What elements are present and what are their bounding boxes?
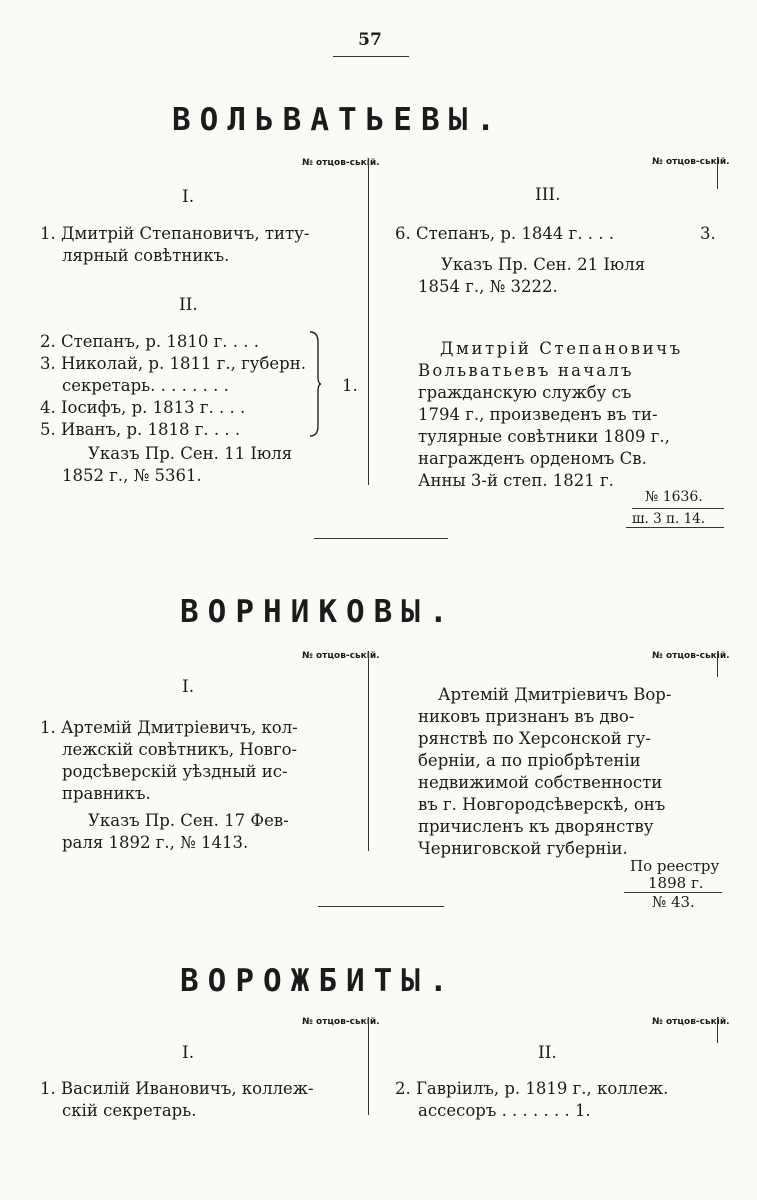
person-line: 2. Гавріилъ, р. 1819 г., коллеж. (395, 1079, 669, 1098)
biography-line: Черниговской губерніи. (418, 839, 628, 858)
decree-line: Указъ Пр. Сен. 21 Іюля (441, 255, 646, 274)
person-line: 2. Степанъ, р. 1810 г. . . . (40, 332, 259, 351)
otets-number: 1. (342, 376, 358, 395)
otets-column-label: № отцов-ській. (652, 157, 730, 167)
generation-roman: I. (182, 1043, 195, 1063)
registry-reference: № 43. (652, 893, 695, 911)
otets-column-label: № отцов-ській. (652, 651, 730, 661)
decree-line: Указъ Пр. Сен. 17 Фев- (88, 811, 289, 830)
person-line: 1. Дмитрій Степановичъ, титу- (40, 224, 310, 243)
person-line: правникъ. (62, 784, 151, 803)
decree-line: 1854 г., № 3222. (418, 277, 558, 296)
person-line: лярный совѣтникъ. (62, 246, 230, 265)
otets-column-label: № отцов-ській. (652, 1017, 730, 1027)
section-separator (314, 538, 448, 539)
family-title-volvatevy: ВОЛЬВАТЬЕВЫ. (172, 102, 504, 138)
generation-roman: I. (182, 677, 195, 697)
generation-roman: II. (179, 295, 198, 315)
decree-line: Указъ Пр. Сен. 11 Іюля (88, 444, 293, 463)
decree-line: раля 1892 г., № 1413. (62, 833, 249, 852)
otets-column-label: № отцов-ській. (302, 1017, 380, 1027)
person-line: секретарь. . . . . . . . (62, 376, 229, 395)
decree-line: 1852 г., № 5361. (62, 466, 202, 485)
biography-line: 1794 г., произведенъ въ ти- (418, 405, 658, 424)
family-title-vorozhbity: ВОРОЖБИТЫ. (180, 963, 457, 999)
reference-rule (632, 508, 724, 509)
otets-number: 3. (700, 224, 716, 243)
person-line: родсѣверскій уѣздный ис- (62, 762, 288, 781)
biography-line: недвижимой собственности (418, 773, 663, 792)
biography-line: рянствѣ по Херсонской гу- (418, 729, 651, 748)
generation-roman: I. (182, 187, 195, 207)
column-divider (368, 1017, 369, 1115)
reference-rule (626, 527, 724, 528)
person-line: 4. Іосифъ, р. 1813 г. . . . (40, 398, 246, 417)
otets-column-rule (717, 651, 718, 677)
biography-line: гражданскую службу съ (418, 383, 632, 402)
biography-line: никовъ признанъ въ дво- (418, 707, 635, 726)
family-title-vornikovy: ВОРНИКОВЫ. (180, 594, 457, 630)
person-line: 5. Иванъ, р. 1818 г. . . . (40, 420, 241, 439)
generation-roman: III. (535, 185, 561, 205)
registry-reference: По реестру (630, 857, 720, 875)
otets-column-label: № отцов-ській. (302, 158, 380, 168)
biography-line: Дмитрій Степановичъ (440, 339, 683, 358)
otets-column-label: № отцов-ській. (302, 651, 380, 661)
person-line: 6. Степанъ, р. 1844 г. . . . (395, 224, 614, 243)
archive-reference: ш. 3 п. 14. (632, 511, 706, 527)
biography-line: Анны 3-й степ. 1821 г. (418, 471, 614, 490)
archive-reference: № 1636. (645, 489, 703, 505)
biography-line: Артемій Дмитріевичъ Вор- (438, 685, 672, 704)
page-number-rule (333, 56, 409, 57)
person-line: 3. Николай, р. 1811 г., губерн. (40, 354, 306, 373)
biography-line: въ г. Новгородсѣверскѣ, онъ (418, 795, 666, 814)
biography-line: причисленъ къ дворянству (418, 817, 654, 836)
page-number: 57 (358, 30, 382, 50)
otets-column-rule (717, 1017, 718, 1043)
column-divider (368, 158, 369, 485)
person-line: скій секретарь. (62, 1101, 197, 1120)
person-line: ассесоръ . . . . . . . 1. (418, 1101, 591, 1120)
biography-line: берніи, а по пріобрѣтеніи (418, 751, 641, 770)
section-separator (318, 906, 444, 907)
brace-group-ii (308, 330, 322, 438)
generation-roman: II. (538, 1043, 557, 1063)
person-line: 1. Артемій Дмитріевичъ, кол- (40, 718, 298, 737)
person-line: лежскій совѣтникъ, Новго- (62, 740, 298, 759)
otets-column-rule (717, 157, 718, 189)
biography-line: тулярные совѣтники 1809 г., (418, 427, 670, 446)
column-divider (368, 651, 369, 851)
biography-line: Вольватьевъ началъ (418, 361, 634, 380)
biography-line: награжденъ орденомъ Св. (418, 449, 647, 468)
registry-reference: 1898 г. (648, 874, 704, 892)
person-line: 1. Василій Ивановичъ, коллеж- (40, 1079, 314, 1098)
